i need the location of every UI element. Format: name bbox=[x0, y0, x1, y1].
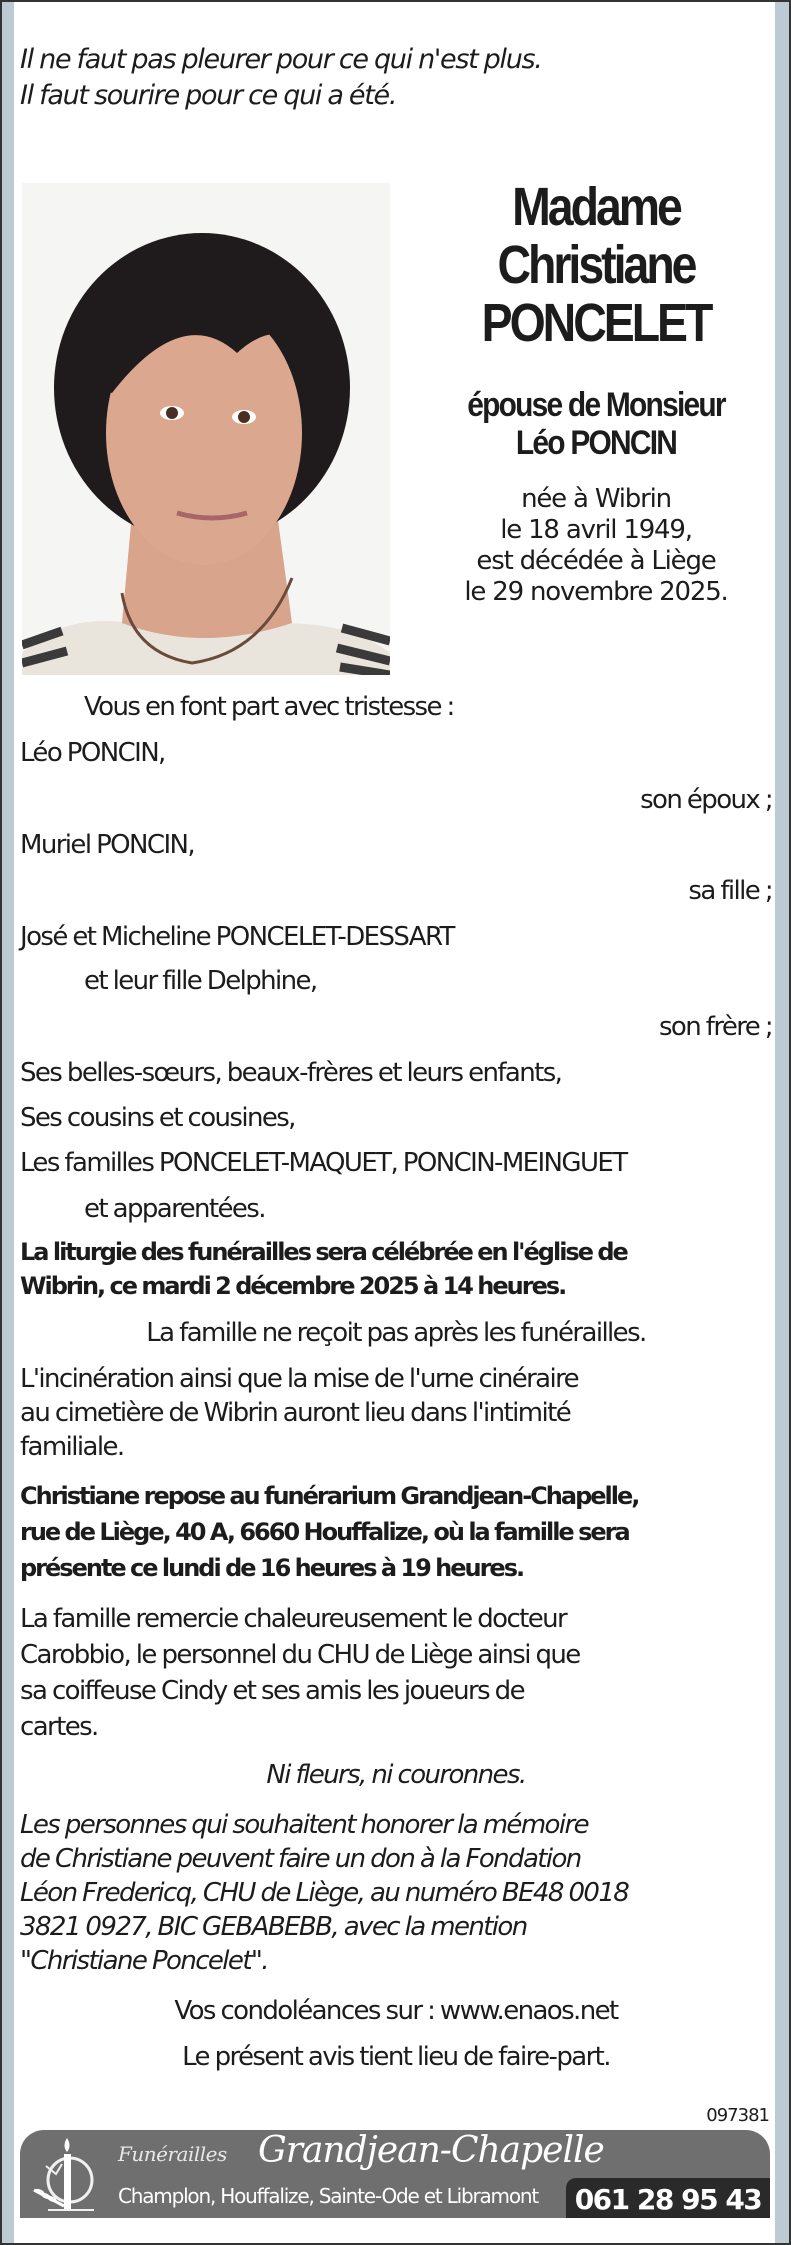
death-place: est décédée à Liège bbox=[476, 546, 716, 576]
death-date: le 29 novembre 2025. bbox=[464, 577, 728, 607]
brand-name: Grandjean-Chapelle bbox=[258, 2130, 604, 2171]
family-member-relation: son frère ; bbox=[658, 1012, 772, 1042]
donation-line-1: Les personnes qui souhaitent honorer la mémoire bbox=[20, 1810, 588, 1840]
funerarium-line-2: rue de Liège, 40 A, 6660 Houffalize, où la famille sera bbox=[20, 1518, 629, 1546]
family-member-name-continued: et leur fille Delphine, bbox=[84, 966, 317, 996]
spouse-line-2: Léo PONCIN bbox=[515, 424, 677, 462]
donation-line-3: Léon Fredericq, CHU de Liège, au numéro BE48 0018 bbox=[20, 1878, 629, 1908]
honorific: Madame bbox=[512, 177, 680, 237]
other-relatives-line: et apparentées. bbox=[84, 1194, 265, 1224]
funerarium-line-3: présente ce lundi de 16 heures à 19 heures. bbox=[20, 1554, 524, 1582]
phone-number[interactable]: 061 28 95 43 bbox=[566, 2178, 770, 2218]
family-member-relation: son époux ; bbox=[640, 785, 772, 815]
cremation-line-2: au cimetière de Wibrin auront lieu dans l'intimité bbox=[20, 1398, 571, 1428]
last-name: PONCELET bbox=[481, 293, 711, 353]
first-name: Christiane bbox=[497, 235, 695, 295]
other-relatives-line: Ses cousins et cousines, bbox=[20, 1103, 295, 1133]
brand-locations: Champlon, Houffalize, Sainte-Ode et Libramont bbox=[118, 2184, 538, 2208]
brand-prefix: Funérailles bbox=[118, 2142, 227, 2166]
funerarium-line-1: Christiane repose au funérarium Grandjean-Chapelle, bbox=[20, 1482, 639, 1510]
condolences-link-text[interactable]: Vos condoléances sur : www.enaos.net bbox=[174, 1996, 618, 2026]
donation-line-4: 3821 0927, BIC GEBABEBB, avec la mention bbox=[20, 1912, 527, 1942]
donation-line-2: de Christiane peuvent faire un don à la Fondation bbox=[20, 1844, 581, 1874]
thanks-line-2: Carobbio, le personnel du CHU de Liège ainsi que bbox=[20, 1640, 580, 1670]
thanks-line-4: cartes. bbox=[20, 1712, 98, 1742]
birth-date: le 18 avril 1949, bbox=[500, 515, 692, 545]
quote-line-2: Il faut sourire pour ce qui a été. bbox=[20, 80, 397, 111]
family-member-name: Léo PONCIN, bbox=[20, 738, 165, 768]
family-member-name: José et Micheline PONCELET-DESSART bbox=[20, 922, 454, 952]
birth-place: née à Wibrin bbox=[521, 484, 671, 514]
candle-wheat-dove-icon bbox=[26, 2134, 106, 2214]
quote-line-1: Il ne faut pas pleurer pour ce qui n'est plus. bbox=[20, 44, 542, 75]
other-relatives-line: Ses belles-sœurs, beaux-frères et leurs enfants, bbox=[20, 1058, 562, 1088]
no-reception-notice: La famille ne reçoit pas après les funérailles. bbox=[146, 1318, 646, 1348]
liturgy-line-1: La liturgie des funérailles sera célébrée en l'église de bbox=[20, 1238, 627, 1266]
spouse-line-1: épouse de Monsieur bbox=[467, 386, 725, 424]
family-member-name: Muriel PONCIN, bbox=[20, 830, 195, 860]
donation-line-5: "Christiane Poncelet". bbox=[20, 1946, 268, 1976]
family-member-relation: sa fille ; bbox=[688, 876, 772, 906]
funeral-home-banner bbox=[20, 2130, 770, 2218]
no-flowers-notice: Ni fleurs, ni couronnes. bbox=[266, 1760, 526, 1790]
thanks-line-3: sa coiffeuse Cindy et ses amis les joueurs de bbox=[20, 1676, 524, 1706]
thanks-line-1: La famille remercie chaleureusement le docteur bbox=[20, 1604, 567, 1634]
other-relatives-line: Les familles PONCELET-MAQUET, PONCIN-MEINGUET bbox=[20, 1148, 627, 1178]
announcement-intro: Vous en font part avec tristesse : bbox=[84, 692, 454, 722]
cremation-line-1: L'incinération ainsi que la mise de l'urne cinéraire bbox=[20, 1364, 579, 1394]
notice-text: Le présent avis tient lieu de faire-part. bbox=[182, 2042, 610, 2072]
cremation-line-3: familiale. bbox=[20, 1432, 124, 1462]
announcement-body bbox=[20, 0, 772, 2245]
liturgy-line-2: Wibrin, ce mardi 2 décembre 2025 à 14 heures. bbox=[20, 1272, 566, 1300]
reference-number: 097381 bbox=[706, 2105, 769, 2126]
